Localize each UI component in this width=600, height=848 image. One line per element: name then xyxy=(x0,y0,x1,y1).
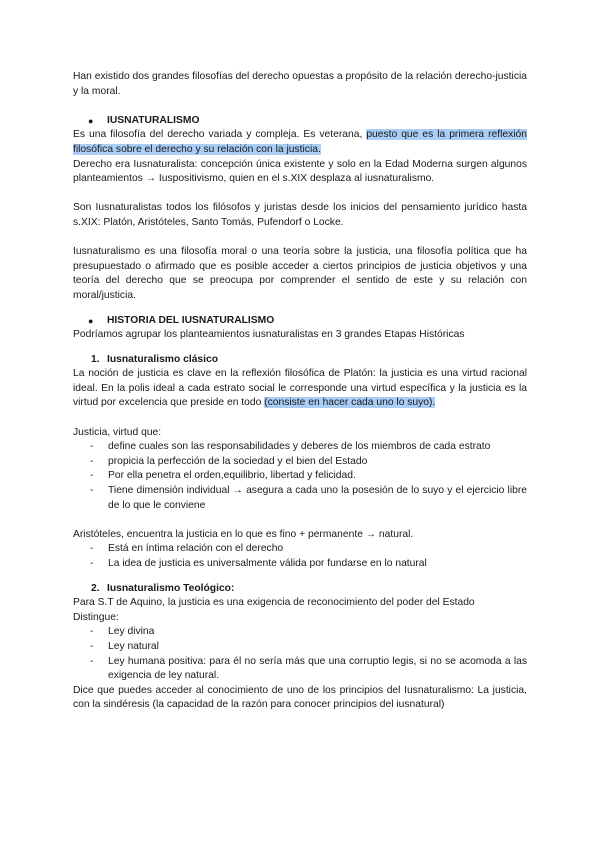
highlighted-text: (consiste en hacer cada uno lo suyo). xyxy=(264,397,436,409)
section-heading-historia: ● HISTORIA DEL IUSNATURALISMO xyxy=(73,314,527,329)
document-body xyxy=(73,70,527,713)
stage1-paragraph: La noción de justicia es clave en la reflexión filosófica de Platón: la justicia es una virtud racional ideal. En la polis ideal a cada estrato social le corresponde una virtud específica y la justicia es la virtud por excelencia que preside en todo (consiste en hacer cada uno lo suyo). xyxy=(73,368,527,409)
section-heading-iusnaturalismo: ● IUSNATURALISMO xyxy=(73,114,527,129)
section1-paragraph-3: Son Iusnaturalistas todos los filósofos y juristas desde los inicios del pensamiento jurídico hasta s.XIX: Platón, Aristóteles, Santo Tomás, Pufendorf o Locke. xyxy=(73,202,527,228)
section1-paragraph-1: Es una filosofía del derecho variada y compleja. Es veterana, puesto que es la primera reflexión filosófica sobre el derecho y su relación con la justicia. xyxy=(73,129,527,155)
stage2-paragraph-1: Para S.T de Aquino, la justicia es una exigencia de reconocimiento del poder del Estado xyxy=(73,597,475,609)
list-item: - Está en íntima relación con el derecho xyxy=(90,543,284,555)
list-item: - Ley humana positiva: para él no sería más que una corruptio legis, si no se acomoda a las exigencia de ley natural. xyxy=(90,655,527,682)
list-item: - propicia la perfección de la sociedad y el bien del Estado xyxy=(90,455,368,467)
list-item: - Ley natural xyxy=(90,640,159,652)
virtue-list xyxy=(73,440,527,513)
section1-paragraph-4: Iusnaturalismo es una filosofía moral o una teoría sobre la justicia, una filosofía política que ha presupuestado o afirmado que es posible acceder a ciertos principios de justicia objetivos y una teoría del derecho que se preocupa por comprender el sentido de este y su relación con moral/justicia. xyxy=(73,246,527,301)
aristotle-list xyxy=(73,542,527,571)
aristotle-paragraph: Aristóteles, encuentra la justicia en lo que es fino + permanente → natural. xyxy=(73,528,414,540)
highlighted-text: puesto que es la primera reflexión filosófica sobre el derecho y su relación con la justicia. xyxy=(73,129,527,155)
list-item: - Ley divina xyxy=(90,626,155,638)
section1-paragraph-2: Derecho era Iusnaturalista: concepción única existente y solo en la Edad Moderna surgen algunos planteamientos → Iuspositivismo, quien en el s.XIX desplaza al iusnaturalismo. xyxy=(73,158,527,185)
list-item: - Por ella penetra el orden,equilibrio, libertad y felicidad. xyxy=(90,470,356,482)
stage1-heading: 1. Iusnaturalismo clásico xyxy=(91,353,219,365)
intro-paragraph: Han existido dos grandes filosofías del derecho opuestas a propósito de la relación derecho-justicia y la moral. xyxy=(73,71,527,97)
stage2-heading: 2. Iusnaturalismo Teológico: xyxy=(91,582,235,594)
bullet-dot-icon: ● xyxy=(88,115,94,126)
stage2-paragraph-2: Dice que puedes acceder al conocimiento de uno de los principios del Iusnaturalismo: La justicia, con la sindéresis (la capacidad de la razón para conocer principios del iusnatural) xyxy=(73,684,527,711)
laws-list xyxy=(73,625,527,683)
list-item: - Tiene dimensión individual → asegura a cada uno la posesión de lo suyo y el ejercicio libre de lo que le conviene xyxy=(90,485,527,511)
virtue-label: Justicia, virtud que: xyxy=(73,426,162,438)
list-item: - La idea de justicia es universalmente válida por fundarse en lo natural xyxy=(90,558,427,569)
section2-intro: Podríamos agrupar los planteamientos iusnaturalistas en 3 grandes Etapas Históricas xyxy=(73,329,465,341)
bullet-dot-icon: ● xyxy=(88,315,94,326)
distingue-label: Distingue: xyxy=(73,611,119,623)
list-item: - define cuales son las responsabilidades y deberes de los miembros de cada estrato xyxy=(90,441,491,453)
